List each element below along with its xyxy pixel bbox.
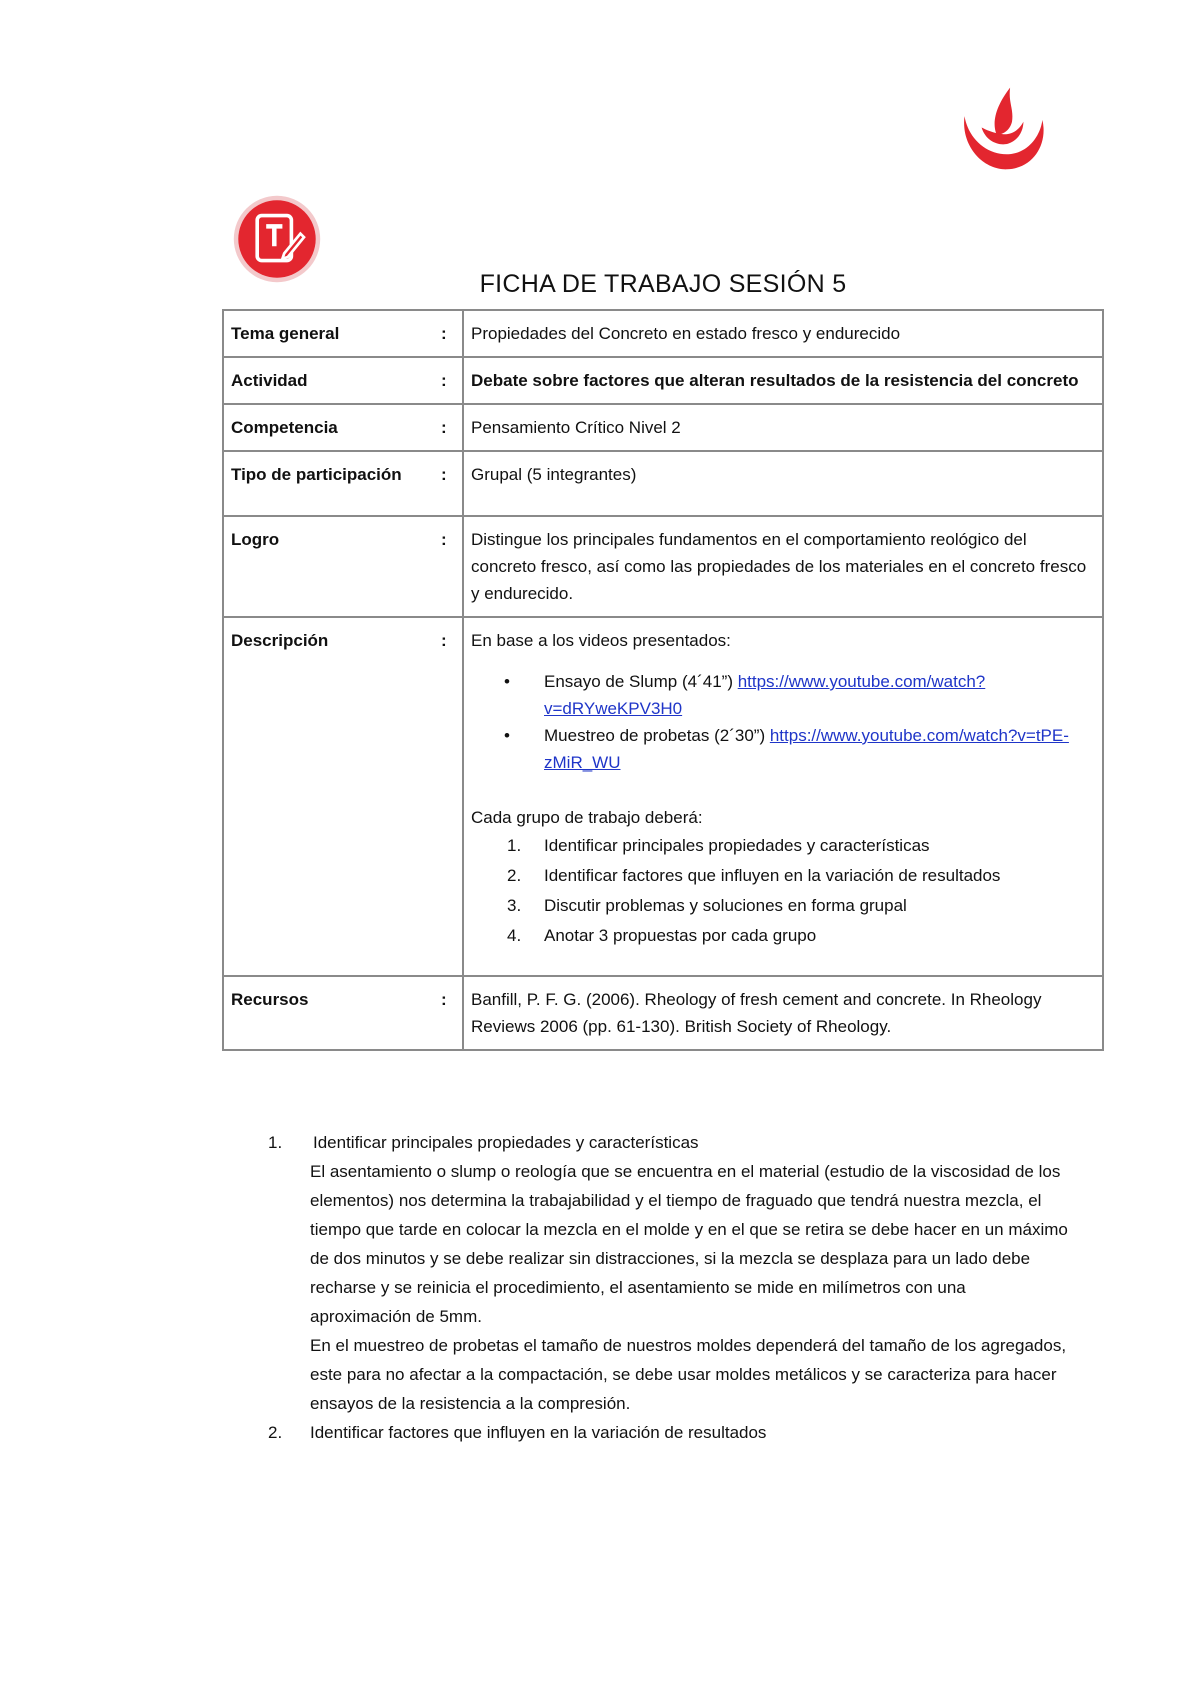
task-text: Identificar factores que influyen en la variación de resultados: [544, 866, 1001, 885]
answer-paragraph: En el muestreo de probetas el tamaño de nuestros moldes dependerá del tamaño de los agregados, este para no afectar a la compactación, se debe usar moldes metálicos y se caracteriza para hacer ensayos de la resistencia a la compresión.: [310, 1336, 1067, 1413]
answer-title: Identificar factores que influyen en la variación de resultados: [310, 1423, 767, 1442]
row-label: Recursos: [223, 976, 434, 1050]
task-number: 2.: [507, 866, 522, 885]
task-number: 4.: [507, 926, 522, 945]
row-separator: :: [434, 451, 463, 516]
video-link[interactable]: https://www.youtube.com/watch?v=tPE-zMiR_WU: [544, 726, 1069, 772]
row-label: Descripción: [223, 617, 434, 976]
row-label: Competencia: [223, 404, 434, 451]
description-intro: En base a los videos presentados:: [471, 631, 731, 650]
row-separator: :: [434, 516, 463, 617]
task-text: Anotar 3 propuestas por cada grupo: [544, 926, 817, 945]
task-number: 1.: [507, 836, 522, 855]
row-label: Logro: [223, 516, 434, 617]
table-row: [223, 310, 1103, 357]
row-separator: :: [434, 976, 463, 1050]
list-item: [507, 861, 1095, 891]
table-row: [223, 451, 1103, 516]
row-value: Distingue los principales fundamentos en el comportamiento reológico del concreto fresco, así como las propiedades de los materiales en el concreto fresco y endurecido.: [463, 516, 1103, 617]
answers-section: [270, 1128, 1070, 1447]
row-separator: :: [434, 617, 463, 976]
row-label: Tipo de participación: [223, 451, 434, 516]
row-label: Actividad: [223, 357, 434, 404]
video-title: Muestreo de probetas (2´30”): [544, 726, 770, 745]
tasks-intro: Cada grupo de trabajo deberá:: [471, 808, 703, 827]
task-list: [471, 831, 1095, 951]
video-list: [471, 668, 1095, 776]
table-row: [223, 617, 1103, 976]
description-cell: [463, 617, 1103, 976]
list-item: [507, 891, 1095, 921]
answer-title: Identificar principales propiedades y características: [313, 1133, 699, 1152]
table-row: [223, 516, 1103, 617]
page-title: FICHA DE TRABAJO SESIÓN 5: [479, 270, 847, 298]
video-title: Ensayo de Slump (4´41”): [544, 672, 738, 691]
task-text: Identificar principales propiedades y características: [544, 836, 930, 855]
list-item: [507, 921, 1095, 951]
row-value: Banfill, P. F. G. (2006). Rheology of fresh cement and concrete. In Rheology Reviews 2006 (pp. 61-130). British Society of Rheology.: [463, 976, 1103, 1050]
table-row: [223, 357, 1103, 404]
answer-item-1: [270, 1128, 1070, 1157]
list-item: [544, 722, 1095, 776]
row-separator: :: [434, 357, 463, 404]
answer-item-2: [270, 1418, 1070, 1447]
answer-number: 2.: [268, 1423, 283, 1442]
upc-flame-logo-icon: [955, 80, 1050, 175]
row-label: Tema general: [223, 310, 434, 357]
row-value: Debate sobre factores que alteran resultados de la resistencia del concreto: [463, 357, 1103, 404]
task-number: 3.: [507, 896, 522, 915]
row-value: Propiedades del Concreto en estado fresco y endurecido: [463, 310, 1103, 357]
ficha-table: [222, 309, 1104, 1051]
row-separator: :: [434, 310, 463, 357]
table-row: [223, 404, 1103, 451]
list-item: [507, 831, 1095, 861]
answer-number: 1.: [268, 1133, 283, 1152]
list-item: [544, 668, 1095, 722]
row-value: Pensamiento Crítico Nivel 2: [463, 404, 1103, 451]
row-separator: :: [434, 404, 463, 451]
answer-paragraph: El asentamiento o slump o reología que se encuentra en el material (estudio de la viscosidad de los elementos) nos determina la trabajabilidad y el tiempo de fraguado que tendrá nuestra mezcla, el tiempo que tarde en colocar la mezcla en el molde y en el que se retira se debe hacer en un máximo de dos minutos y se debe realizar sin distracciones, si la mezcla se desplaza para un lado debe recharse y se reinicia el procedimiento, el asentamiento se mide en milímetros con una aproximación de 5mm.: [310, 1162, 1068, 1326]
task-text: Discutir problemas y soluciones en forma grupal: [544, 896, 907, 915]
row-value: Grupal (5 integrantes): [463, 451, 1103, 516]
table-row: [223, 976, 1103, 1050]
video-link[interactable]: https://www.youtube.com/watch?v=dRYweKPV3H0: [544, 672, 986, 718]
